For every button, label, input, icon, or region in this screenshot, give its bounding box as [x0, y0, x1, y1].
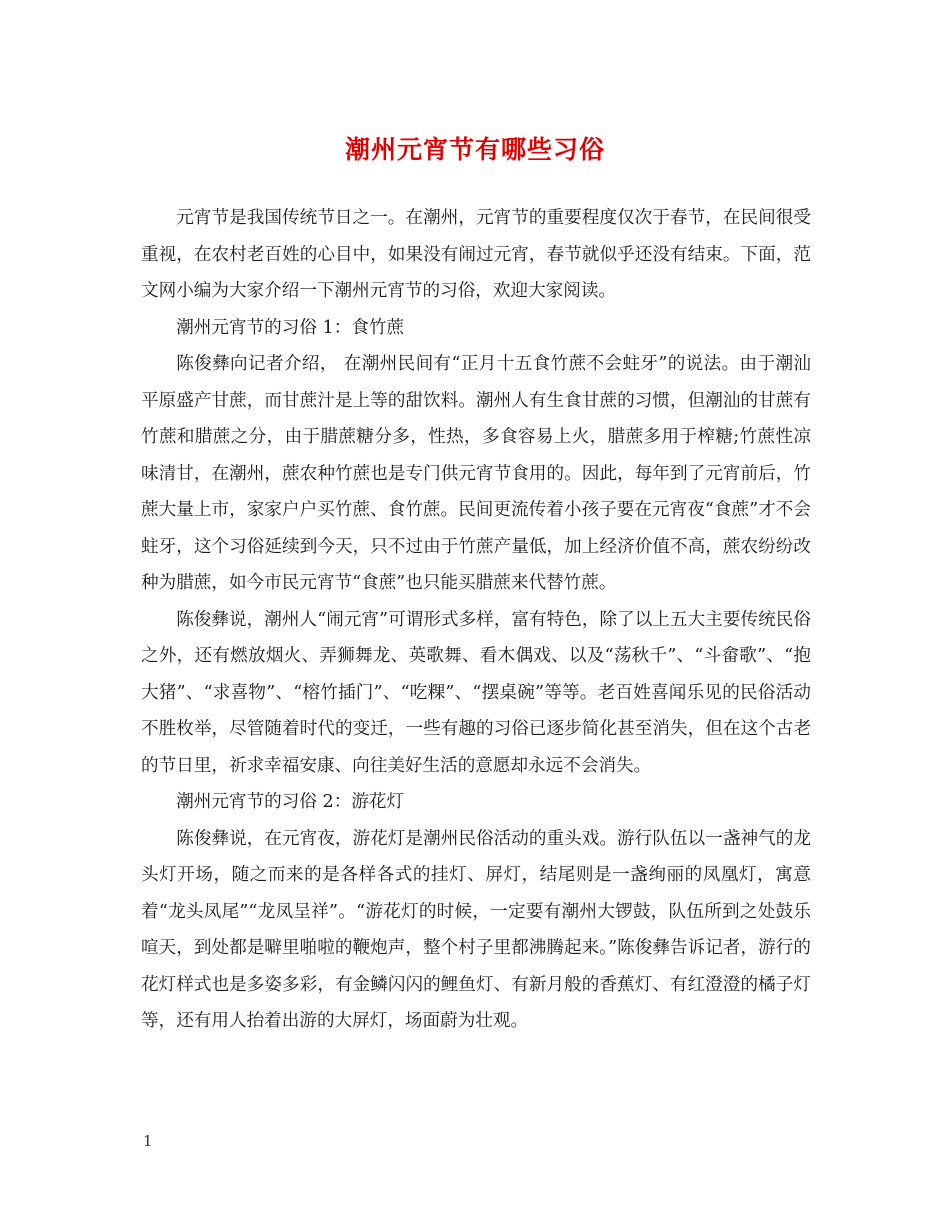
section-heading-2: 潮州元宵节的习俗 2：游花灯	[176, 792, 405, 812]
body-paragraph: 陈俊彝说，在元宵夜，游花灯是潮州民俗活动的重头戏。游行队伍以一盏神气的龙头灯开场，随之而来的是各样各式的挂灯、屏灯，结尾则是一盏绚丽的凤凰灯，寓意着“龙头凤尾”“龙凤呈祥”。“游花灯的时候，一定要有潮州大锣鼓，队伍所到之处鼓乐喧天，到处都是噼里啪啦的鞭炮声，整个村子里都沸腾起来。”陈俊彝告诉记者，游行的花灯样式也是多姿多彩，有金鳞闪闪的鲤鱼灯、有新月般的香蕉灯、有红澄澄的橘子灯等，还有用人抬着出游的大屏灯，场面蔚为壮观。	[141, 828, 811, 1031]
intro-paragraph: 元宵节是我国传统节日之一。在潮州，元宵节的重要程度仅次于春节，在民间很受重视，在农村老百姓的心目中，如果没有闹过元宵，春节就似乎还没有结束。下面，范文网小编为大家介绍一下潮州元宵节的习俗，欢迎大家阅读。	[141, 208, 811, 301]
document-title: 潮州元宵节有哪些习俗	[344, 135, 605, 164]
section-heading-1: 潮州元宵节的习俗 1：食竹蔗	[176, 317, 405, 338]
body-paragraph: 陈俊彝说，潮州人“闹元宵”可谓形式多样，富有特色，除了以上五大主要传统民俗之外，还有燃放烟火、弄狮舞龙、英歌舞、看木偶戏、以及“荡秋千”、“斗畲歌”、“抱大猪”、“求喜物”、“榕竹插门”、“吃粿”、“摆桌碗”等等。老百姓喜闻乐见的民俗活动不胜枚举，尽管随着时代的变迁，一些有趣的习俗已逐步简化甚至消失，但在这个古老的节日里，祈求幸福安康、向往美好生活的意愿却永远不会消失。	[141, 609, 811, 776]
document-body	[141, 200, 811, 1040]
body-paragraph: 陈俊彝向记者介绍， 在潮州民间有“正月十五食竹蔗不会蛀牙”的说法。由于潮汕平原盛产甘蔗，而甘蔗汁是上等的甜饮料。潮州人有生食甘蔗的习惯，但潮汕的甘蔗有竹蔗和腊蔗之分，由于腊蔗糖分多，性热，多食容易上火，腊蔗多用于榨糖;竹蔗性凉味清甘，在潮州，蔗农种竹蔗也是专门供元宵节食用的。因此，每年到了元宵前后，竹蔗大量上市，家家户户买竹蔗、食竹蔗。民间更流传着小孩子要在元宵夜“食蔗”才不会蛀牙，这个习俗延续到今天，只不过由于竹蔗产量低，加上经济价值不高，蔗农纷纷改种为腊蔗，如今市民元宵节“食蔗”也只能买腊蔗来代替竹蔗。	[141, 354, 811, 593]
page-number: 1	[143, 1132, 153, 1150]
